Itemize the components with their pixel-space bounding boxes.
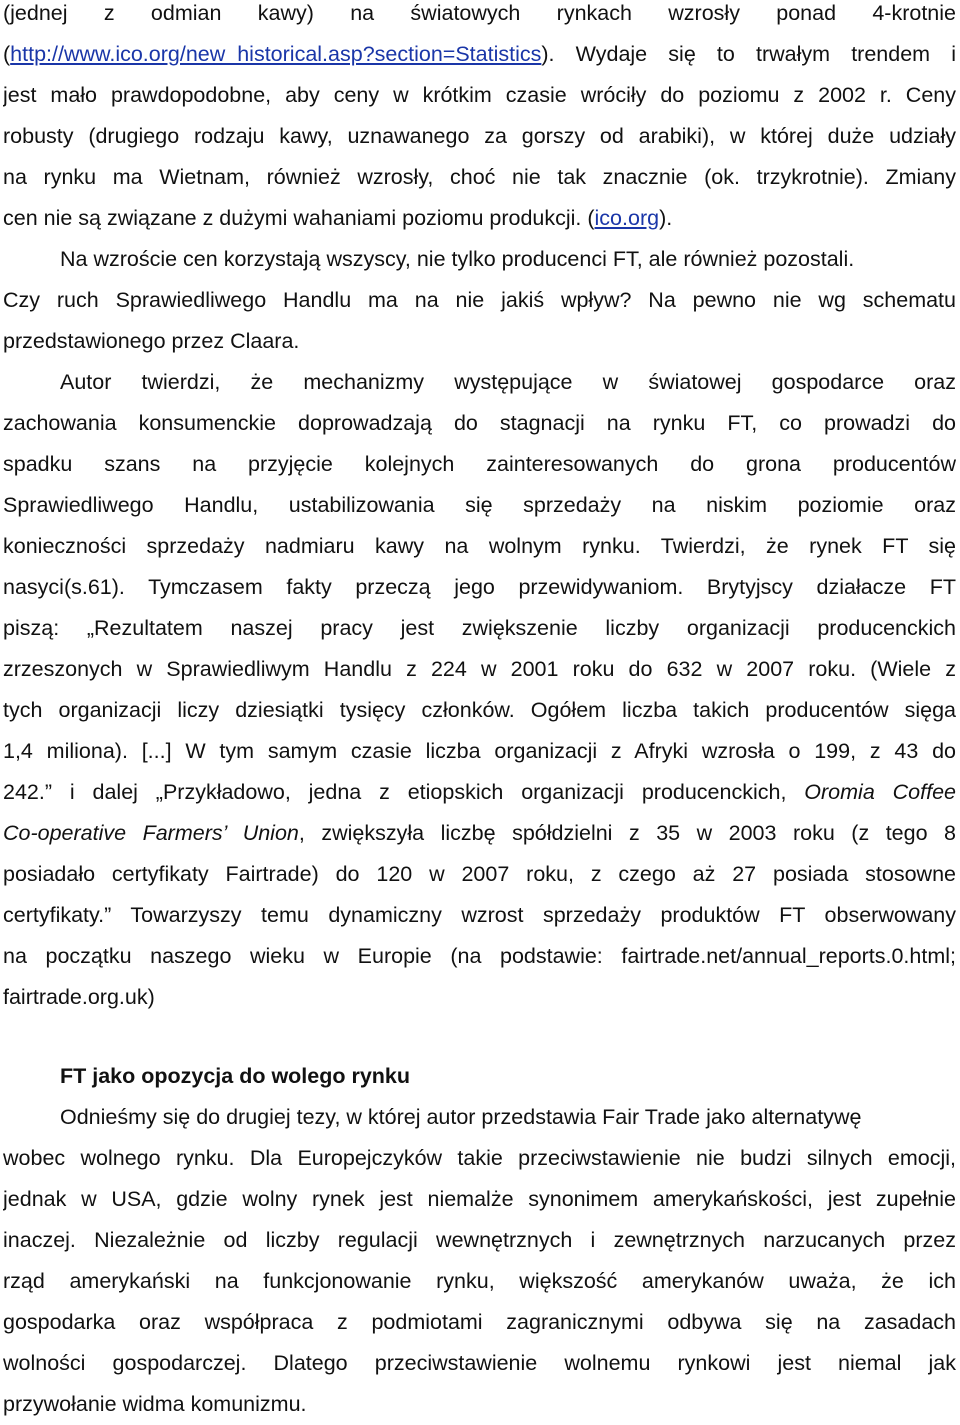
text-line: certyfikaty.” Towarzyszy temu dynamiczny wzrost sprzedaży produktów FT obserwowany [3,903,956,927]
text-line: na początku naszego wieku w Europie (na podstawie: fairtrade.net/annual_reports.0.html; [3,944,956,968]
text-line [3,34,956,75]
text-line: wolności gospodarczej. Dlatego przeciwstawienie wolnemu rynkowi jest niemal jak [3,1351,956,1375]
paragraph-free-market [3,1097,956,1425]
text-line: Odnieśmy się do drugiej tezy, w której autor przedstawia Fair Trade jako alternatywę [60,1105,862,1129]
text-line [3,813,956,854]
text-line: przywołanie widma komunizmu. [3,1392,307,1416]
text-line: (jednej z odmian kawy) na światowych rynkach wzrosły ponad 4-krotnie [3,1,956,25]
text-line: na rynku ma Wietnam, również wzrosły, choć nie tak znacznie (ok. trzykrotnie). Zmiany [3,165,956,189]
section-heading: FT jako opozycja do wolego rynku [60,1064,411,1088]
section-spacer [3,1018,956,1056]
text-line: tych organizacji liczy dziesiątki tysięcy członków. Ogółem liczba takich producentów sięga [3,698,956,722]
text-line: gospodarka oraz współpraca z podmiotami zagranicznymi odbywa się na zasadach [3,1310,956,1334]
text-line: inaczej. Niezależnie od liczby regulacji wewnętrznych i zewnętrznych narzucanych przez [3,1228,956,1252]
text-fragment: ). Wydaje się to trwałym trendem i [541,42,956,66]
text-line: Na wzroście cen korzystają wszyscy, nie tylko producenci FT, ale również pozostali. [60,247,855,271]
italic-organization-name: Co-operative Farmers’ Union [3,821,299,845]
text-line: posiadało certyfikaty Fairtrade) do 120 w 2007 roku, z czego aż 27 posiada stosowne [3,862,956,886]
text-line: konieczności sprzedaży nadmiaru kawy na wolnym rynku. Twierdzi, że rynek FT się [3,534,956,558]
ico-statistics-link[interactable]: http://www.ico.org/new_historical.asp?section=Statistics [10,42,542,66]
text-line: 1,4 miliona). [...] W tym samym czasie liczba organizacji z Afryki wzrosła o 199, z 43 do [3,739,956,763]
text-line: wobec wolnego rynku. Dla Europejczyków takie przeciwstawienie nie budzi silnych emocji, [3,1146,956,1170]
text-line: robusty (drugiego rodzaju kawy, uznawanego za gorszy od arabiki), w której duże udziały [3,124,956,148]
text-fragment: , zwiększyła liczbę spółdzielni z 35 w 2003 roku (z tego 8 [298,821,956,845]
text-line: zachowania konsumenckie doprowadzają do stagnacji na rynku FT, co prowadzi do [3,411,956,435]
text-line: nasyci(s.61). Tymczasem fakty przeczą jego przewidywaniom. Brytyjscy działacze FT [3,575,956,599]
text-fragment: cen nie są związane z dużymi wahaniami poziomu produkcji. ( [3,206,595,230]
paragraph-ft-market-growth [3,362,956,1018]
text-line: fairtrade.org.uk) [3,985,155,1009]
text-line: rząd amerykański na funkcjonowanie rynku, większość amerykanów uważa, że ich [3,1269,956,1293]
text-fragment: ( [3,42,11,66]
text-line [3,772,956,813]
text-line: zrzeszonych w Sprawiedliwym Handlu z 224 w 2001 roku do 632 w 2007 roku. (Wiele z [3,657,956,681]
text-fragment: 242.” i dalej „Przykładowo, jedna z etiopskich organizacji producenckich, [3,780,805,804]
paragraph-coffee-prices [3,0,956,239]
text-line: Sprawiedliwego Handlu, ustabilizowania się sprzedaży na niskim poziomie oraz [3,493,956,517]
italic-organization-name: Oromia Coffee [804,780,956,804]
text-line: Czy ruch Sprawiedliwego Handlu ma na nie jakiś wpływ? Na pewno nie wg schematu [3,288,956,312]
ico-org-link[interactable]: ico.org [594,206,660,230]
text-line: przedstawionego przez Claara. [3,329,300,353]
text-line: spadku szans na przyjęcie kolejnych zainteresowanych do grona producentów [3,452,956,476]
text-line: jednak w USA, gdzie wolny rynek jest niemalże synonimem amerykańskości, jest zupełnie [3,1187,956,1211]
text-line: Autor twierdzi, że mechanizmy występujące w światowej gospodarce oraz [60,370,956,394]
text-line: piszą: „Rezultatem naszej pracy jest zwiększenie liczby organizacji producenckich [3,616,956,640]
text-fragment: ). [659,206,673,230]
text-line [3,198,956,239]
paragraph-price-benefits [3,239,956,362]
text-line: jest mało prawdopodobne, aby ceny w krótkim czasie wróciły do poziomu z 2002 r. Ceny [3,83,956,107]
